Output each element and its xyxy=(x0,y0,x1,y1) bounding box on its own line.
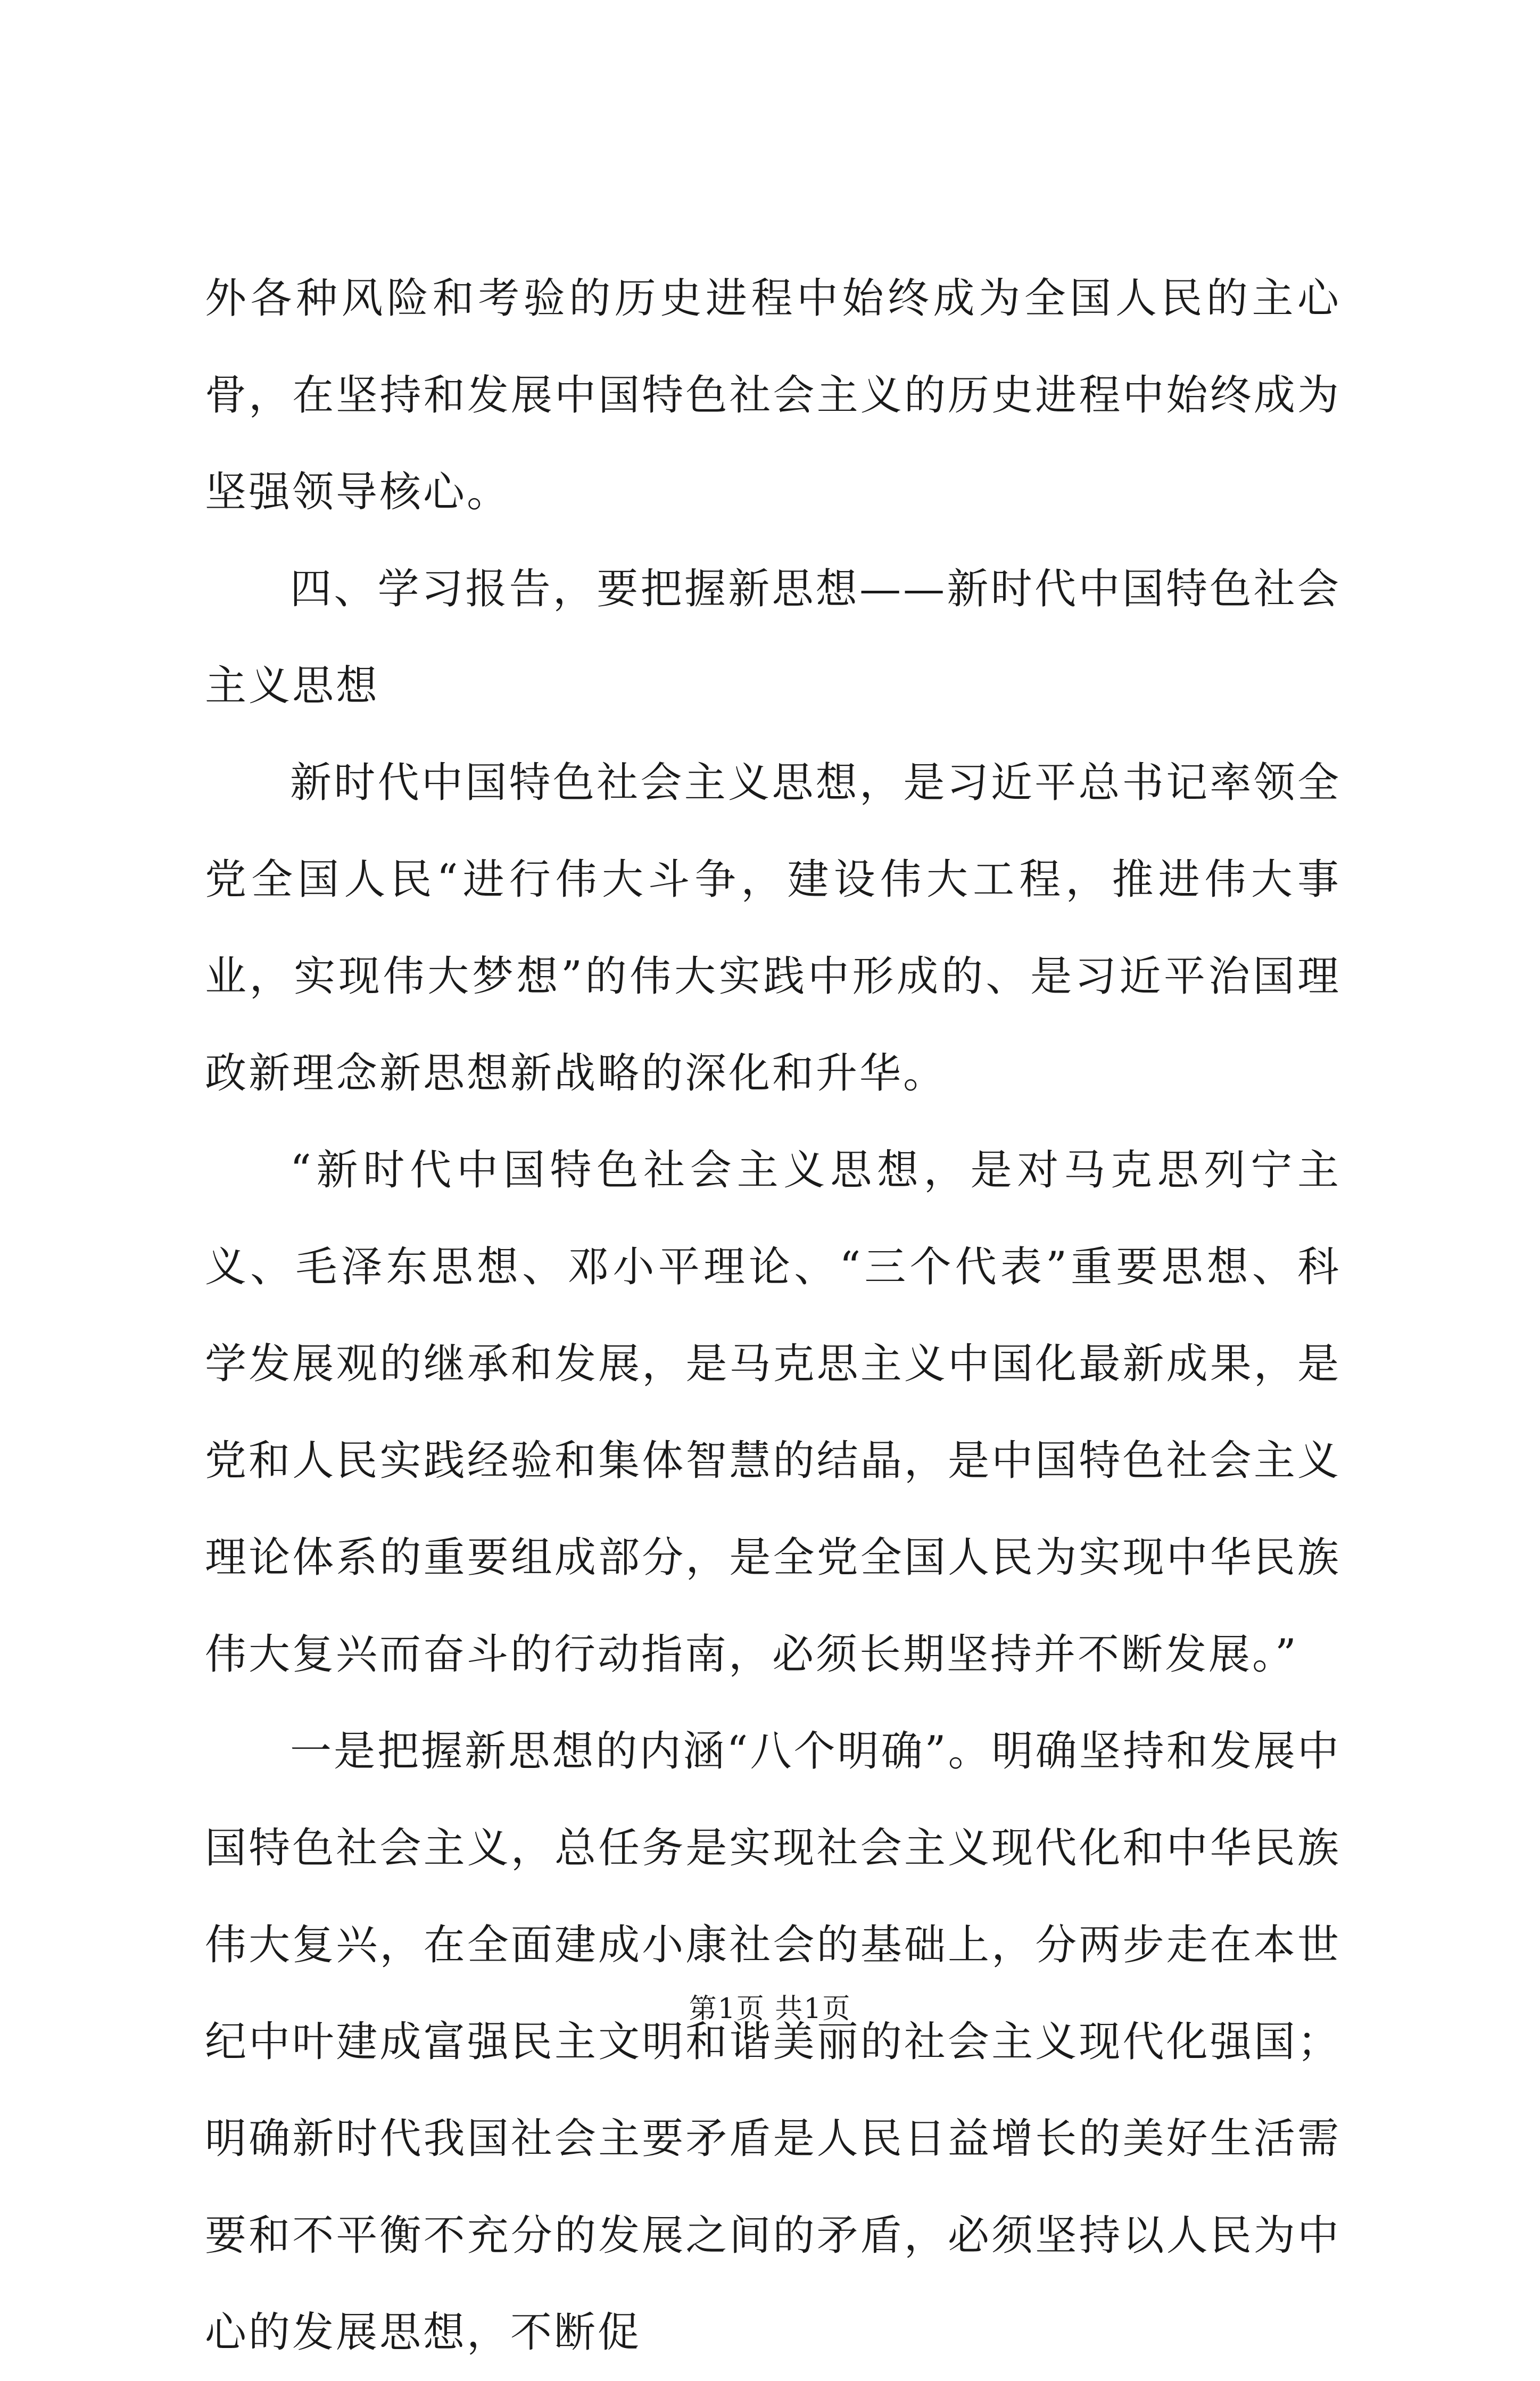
paragraph-eight-clarifications: 一是把握新思想的内涵“八个明确”。明确坚持和发展中国特色社会主义，总任务是实现社会主义现代化和中华民族伟大复兴，在全面建成小康社会的基础上，分两步走在本世纪中叶建成富强民主文明和谐美丽的社会主义现代化强国；明确新时代我国社会主要矛盾是人民日益增长的美好生活需要和不平衡不充分的发展之间的矛盾，必须坚持以人民为中心的发展思想，不断促 xyxy=(205,1727,1341,2357)
paragraph-quotation: “新时代中国特色社会主义思想，是对马克思列宁主义、毛泽东思想、邓小平理论、“三个代表”重要思想、科学发展观的继承和发展，是马克思主义中国化最新成果，是党和人民实践经验和集体智慧的结晶，是中国特色社会主义理论体系的重要组成部分，是全党全国人民为实现中华民族伟大复兴而奋斗的行动指南，必须长期坚持并不断发展。” xyxy=(205,1146,1341,1679)
document-body xyxy=(205,250,1341,2381)
section-heading-four: 四、学习报告，要把握新思想——新时代中国特色社会主义思想 xyxy=(205,565,1341,710)
paragraph-continuation: 外各种风险和考验的历史进程中始终成为全国人民的主心骨，在坚持和发展中国特色社会主义的历史进程中始终成为坚强领导核心。 xyxy=(205,275,1341,516)
paragraph-new-thought: 新时代中国特色社会主义思想，是习近平总书记率领全党全国人民“进行伟大斗争，建设伟大工程，推进伟大事业，实现伟大梦想”的伟大实践中形成的、是习近平治国理政新理念新思想新战略的深化和升华。 xyxy=(205,759,1341,1097)
page-footer: 第1页 共1页 xyxy=(689,1993,851,2025)
